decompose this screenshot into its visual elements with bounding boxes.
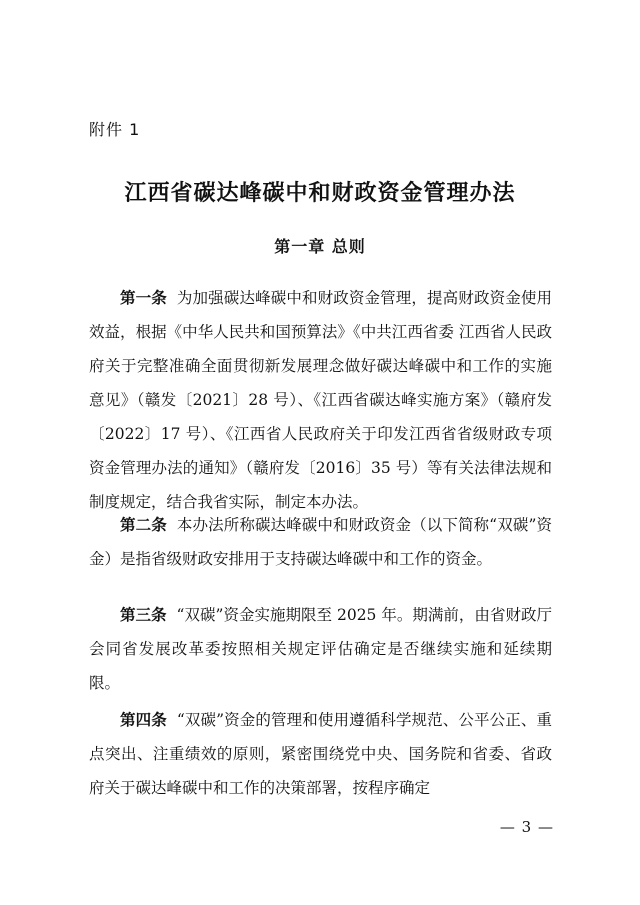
article-3: [89, 598, 552, 700]
article-4-text: “双碳”资金的管理和使用遵循科学规范、公平公正、重点突出、注重绩效的原则，紧密围绕党中央、国务院和省委、省政府关于碳达峰碳中和工作的决策部署，按程序确定: [89, 711, 552, 797]
article-2-text: 本办法所称碳达峰碳中和财政资金（以下简称“双碳”资金）是指省级财政安排用于支持碳达峰碳中和工作的资金。: [89, 516, 552, 568]
document-title: 江西省碳达峰碳中和财政资金管理办法: [124, 180, 516, 206]
article-1: [89, 281, 552, 519]
article-3-text: “双碳”资金实施期限至 2025 年。期满前，由省财政厅会同省发展改革委按照相关规定评估确定是否继续实施和延续期限。: [89, 606, 552, 692]
article-1-text: 为加强碳达峰碳中和财政资金管理，提高财政资金使用效益，根据《中华人民共和国预算法》《中共江西省委 江西省人民政府关于完整准确全面贯彻新发展理念做好碳达峰碳中和工作的实施意见》（赣发〔2021〕28 号）、《江西省碳达峰实施方案》（赣府发〔2022〕17 号）、《江西省人民政府关于印发江西省省级财政专项资金管理办法的通知》（赣府发〔2016〕35 号）等有关法律法规和制度规定，结合我省实际，制定本办法。: [89, 289, 552, 511]
article-2: [89, 508, 552, 576]
article-4-heading: 第四条: [120, 711, 167, 729]
article-2-heading: 第二条: [120, 516, 167, 534]
article-4: [89, 703, 552, 805]
article-3-heading: 第三条: [120, 606, 167, 624]
page-number: — 3 —: [499, 818, 554, 836]
article-1-heading: 第一条: [120, 289, 167, 307]
attachment-label: 附件 1: [89, 120, 141, 139]
chapter-heading: 第一章 总则: [274, 237, 366, 256]
